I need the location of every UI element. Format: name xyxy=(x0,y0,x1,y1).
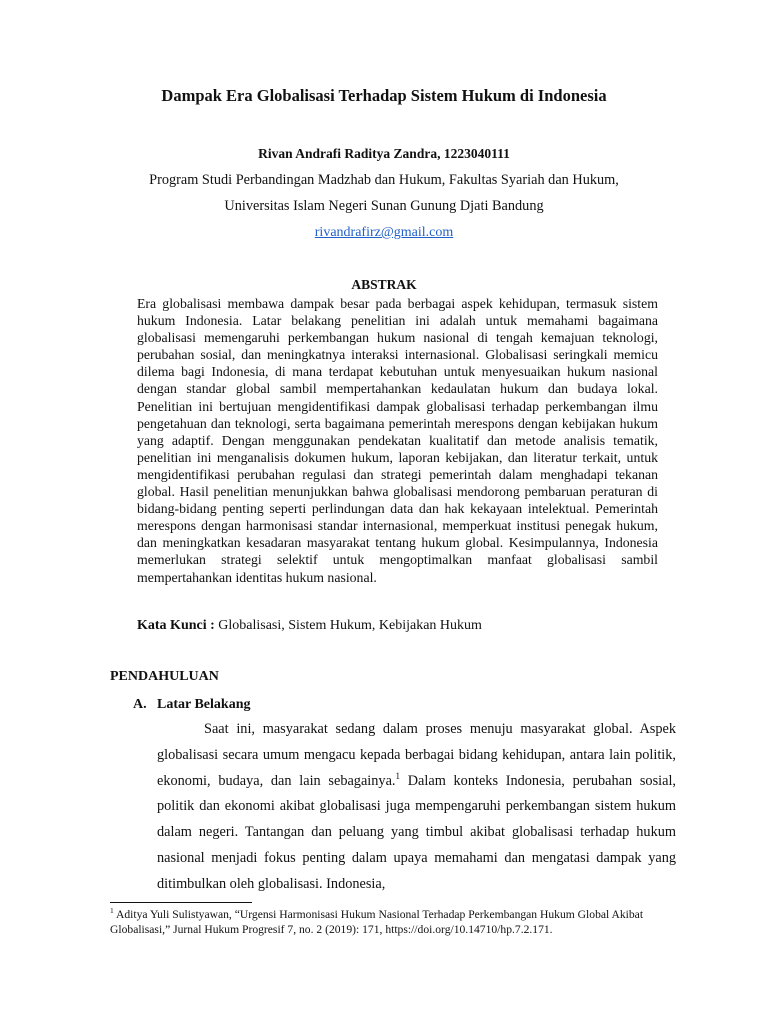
abstract-heading: ABSTRAK xyxy=(351,277,417,292)
body-paragraph xyxy=(157,717,676,898)
abstract-text: Era globalisasi membawa dampak besar pada berbagai aspek kehidupan, termasuk sistem hukum Indonesia. Latar belakang penelitian ini adalah untuk memahami bagaimana globalisasi memengaruhi perkembangan hukum nasional di tengah kemajuan teknologi, perubahan sosial, dan meningkatnya interaksi internasional. Globalisasi seringkali memicu dilema bagi Indonesia, di mana terdapat kebutuhan untuk menyesuaikan hukum nasional dengan standar global sambil mempertahankan kedaulatan hukum dan budaya lokal. Penelitian ini bertujuan mengidentifikasi dampak globalisasi terhadap perkembangan ilmu pengetahuan dan teknologi, serta bagaimana pemerintah merespons dengan kebijakan hukum yang adaptif. Dengan menggunakan pendekatan kualitatif dan metode analisis tematik, penelitian ini menganalisis dokumen hukum, laporan kebijakan, dan literatur terkait, untuk mengidentifikasi perubahan regulasi dan strategi pemerintah dalam menghadapi tekanan global. Hasil penelitian menunjukkan bahwa globalisasi mendorong pembaruan peraturan di bidang-bidang penting seperti perlindungan data dan hak kekayaan intelektual. Pemerintah merespons dengan harmonisasi standar internasional, memperkuat institusi penegak hukum, dan meningkatkan kesadaran masyarakat tentang hukum global. Kesimpulannya, Indonesia memerlukan strategi selektif untuk mengoptimalkan manfaat globalisasi sambil mempertahankan identitas hukum nasional. xyxy=(137,296,658,585)
affiliation-line-2: Universitas Islam Negeri Sunan Gunung Djati Bandung xyxy=(224,198,544,214)
subsection-heading xyxy=(133,697,250,713)
footnote-text: Aditya Yuli Sulistyawan, “Urgensi Harmonisasi Hukum Nasional Terhadap Perkembangan Hukum Global Akibat Globalisasi,” Jurnal Hukum Progresif 7, no. 2 (2019): 171, https://doi.org/10.14710/hp.7.2.171. xyxy=(110,908,644,936)
footnote-separator xyxy=(110,902,252,903)
footnote xyxy=(110,908,676,937)
subsection-number: A. xyxy=(133,697,147,712)
email-link[interactable]: rivandrafirz@gmail.com xyxy=(314,225,454,240)
footnote-reference[interactable]: 1 xyxy=(395,770,400,781)
affiliation-line-1: Program Studi Perbandingan Madzhab dan Hukum, Fakultas Syariah dan Hukum, xyxy=(149,172,619,188)
keywords-label: Kata Kunci : xyxy=(137,618,215,633)
paragraph-text-part-1: Saat ini, masyarakat sedang dalam proses menuju masyarakat global. Aspek globalisasi secara umum mengacu kepada berbagai bidang kehidupan, antara lain politik, ekonomi, budaya, dan lain sebagainya. xyxy=(157,721,676,789)
paragraph-text-part-2: Dalam konteks Indonesia, perubahan sosial, politik dan ekonomi akibat globalisasi juga mempengaruhi perkembangan sistem hukum dalam negeri. Tantangan dan peluang yang timbul akibat globalisasi terhadap hukum nasional menjadi fokus penting dalam upaya memahami dan mengatasi dampak yang ditimbulkan oleh globalisasi. Indonesia, xyxy=(157,772,676,892)
keywords-list: Globalisasi, Sistem Hukum, Kebijakan Hukum xyxy=(214,618,482,633)
section-heading: PENDAHULUAN xyxy=(110,669,219,684)
author-name: Rivan Andrafi Raditya Zandra, 1223040111 xyxy=(258,146,510,161)
subsection-title: Latar Belakang xyxy=(157,697,251,712)
paper-title: Dampak Era Globalisasi Terhadap Sistem Hukum di Indonesia xyxy=(161,86,607,105)
footnote-number: 1 xyxy=(110,906,114,916)
author-email xyxy=(0,225,768,241)
keywords-line xyxy=(137,618,658,634)
